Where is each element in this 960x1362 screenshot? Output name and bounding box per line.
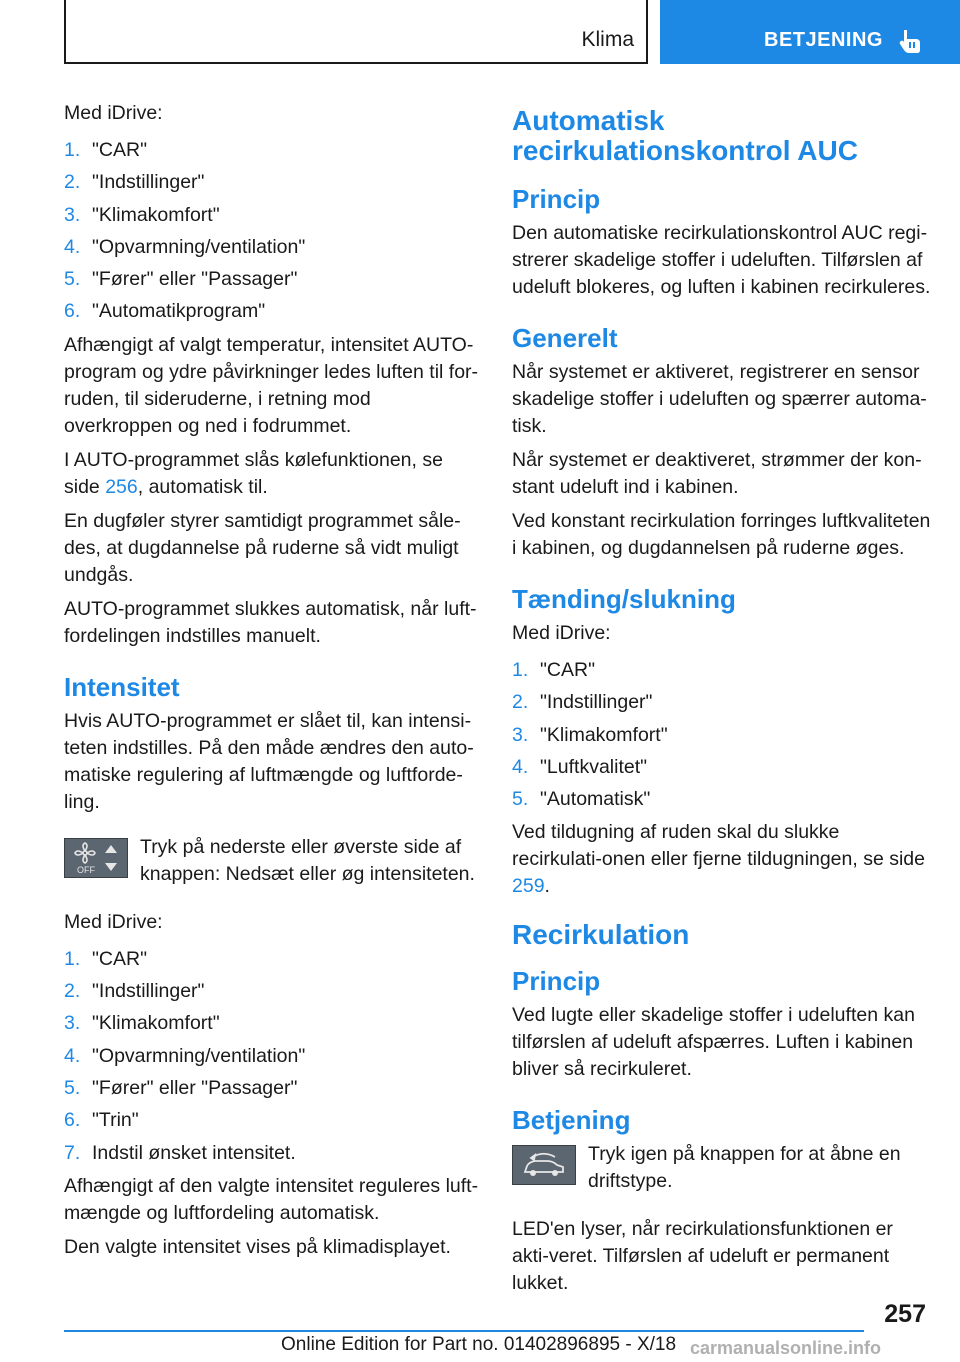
step-item <box>64 1137 480 1169</box>
step-item <box>64 1007 480 1039</box>
step-item <box>64 943 480 975</box>
step-number: 2. <box>64 980 81 1003</box>
step-text: "CAR" <box>92 947 148 970</box>
step-item <box>512 686 932 718</box>
step-text: "Klimakomfort" <box>92 1012 220 1035</box>
step-number: 6. <box>64 1109 81 1132</box>
step-text: "Luftkvalitet" <box>540 755 648 778</box>
step-item <box>64 1072 480 1104</box>
step-number: 4. <box>64 1044 81 1067</box>
button-figure <box>512 1141 932 1202</box>
step-number: 3. <box>64 203 81 226</box>
step-item <box>64 975 480 1007</box>
paragraph: Når systemet er deaktiveret, strømmer der kon-stant udeluft ind i kabinen. <box>512 449 922 498</box>
step-item <box>64 231 480 263</box>
paragraph: Ved lugte eller skadelige stoffer i udeluften kan tilførslen af udeluft afspærres. Luften i kabinen bliver så recirkuleret. <box>512 1004 915 1081</box>
step-number: 1. <box>64 139 81 161</box>
fan-intensity-button-icon <box>64 838 128 878</box>
paragraph: Hvis AUTO-programmet er slået til, kan intensi-teten indstilles. På den måde ændres den auto-matiske regulering af luftmængde og luftforde-ling. <box>64 709 474 813</box>
paragraph: Når systemet er aktiveret, registrerer en sensor skadelige stoffer i udeluften og spærrer automa-tisk. <box>512 361 927 437</box>
steps-list <box>64 943 480 1169</box>
step-item <box>64 295 480 327</box>
step-item <box>64 263 480 295</box>
step-item <box>64 1040 480 1072</box>
paragraph: Afhængigt af valgt temperatur, intensitet AUTO-program og ydre påvirkninger ledes luften til for-ruden, til sideruderne, i retning mod overkroppen og ned i fodrummet. <box>64 333 479 437</box>
page-number: 257 <box>884 1300 926 1328</box>
footer-divider <box>64 1330 864 1332</box>
step-text: Indstil ønsket intensitet. <box>92 1141 296 1164</box>
step-text: "Automatikprogram" <box>92 300 266 323</box>
steps-list <box>64 134 480 328</box>
step-number: 5. <box>64 268 81 291</box>
paragraph-text: , automatisk til. <box>137 475 268 498</box>
step-item <box>512 751 932 783</box>
step-number: 5. <box>512 788 529 811</box>
step-number: 2. <box>512 691 529 714</box>
step-text: "Opvarmning/ventilation" <box>92 1044 306 1067</box>
figure-caption: Tryk på nederste eller øverste side af knappen: Nedsæt eller øg intensiteten. <box>140 835 475 885</box>
paragraph: Afhængigt af den valgte intensitet reguleres luft-mængde og luftfordeling automatisk. <box>64 1174 479 1224</box>
paragraph <box>64 447 480 501</box>
paragraph: LED'en lyser, når recirkulationsfunktionen er akti-veret. Tilførslen af udeluft er permanent lukket. <box>512 1218 893 1295</box>
intro-text: Med iDrive: <box>64 102 163 124</box>
pointing-hand-icon <box>896 26 924 54</box>
step-text: "Fører" eller "Passager" <box>92 1076 298 1099</box>
step-number: 4. <box>64 235 81 258</box>
header-chapter-tab <box>660 0 960 64</box>
step-item <box>512 783 932 815</box>
heading-intensitet: Intensitet <box>64 671 180 702</box>
header-section-title: Klima <box>581 28 634 51</box>
recirculation-button-icon <box>512 1145 576 1185</box>
step-item <box>64 166 480 198</box>
left-column <box>64 100 480 1268</box>
step-number: 1. <box>512 659 529 681</box>
page-link-256[interactable]: 256 <box>105 475 138 498</box>
step-number: 6. <box>64 300 81 323</box>
heading-princip: Princip <box>512 966 601 997</box>
step-text: "Automatisk" <box>540 788 651 811</box>
step-text: "Klimakomfort" <box>92 203 220 226</box>
right-column <box>512 100 932 1304</box>
step-text: "Indstillinger" <box>540 691 653 714</box>
step-text: "CAR" <box>540 659 596 681</box>
title-auc: Automatisk recirkulationskontrol AUC <box>512 105 858 166</box>
step-text: "Opvarmning/ventilation" <box>92 235 306 258</box>
heading-generelt: Generelt <box>512 323 618 353</box>
step-item <box>64 199 480 231</box>
paragraph: Den valgte intensitet vises på klimadisplayet. <box>64 1235 451 1258</box>
paragraph-text: I AUTO-programmet slås kølefunktionen, se side <box>64 448 443 498</box>
paragraph: Den automatiske recirkulationskontrol AUC regi-strerer skadelige stoffer i udeluften. Tilførslen af udeluft blokeres, og luften i kabinen recirkuleres. <box>512 222 931 298</box>
heading-princip: Princip <box>512 184 601 214</box>
intro-text: Med iDrive: <box>512 622 611 644</box>
footer-edition: Online Edition for Part no. 01402896895 - X/18 <box>281 1334 677 1355</box>
step-text: "Indstillinger" <box>92 171 205 194</box>
paragraph: Ved konstant recirkulation forringes luftkvaliteten i kabinen, og dugdannelsen på ruderne øges. <box>512 510 931 559</box>
watermark: carmanualsonline.info <box>690 1338 882 1358</box>
step-number: 5. <box>64 1076 81 1099</box>
step-text: "Indstillinger" <box>92 980 205 1003</box>
paragraph-text: . <box>544 875 550 898</box>
paragraph-text: Ved tildugning af ruden skal du slukke recirkulati-onen eller fjerne tildugningen, se side <box>512 821 925 871</box>
paragraph: En dugføler styrer samtidigt programmet såle-des, at dugdannelse på ruderne så vidt muligt undgås. <box>64 509 461 586</box>
page-link-259[interactable]: 259 <box>512 875 545 898</box>
step-number: 7. <box>64 1141 81 1164</box>
step-number: 1. <box>64 947 81 970</box>
intro-text: Med iDrive: <box>64 910 163 933</box>
figure-caption: Tryk igen på knappen for at åbne en driftstype. <box>588 1143 901 1193</box>
heading-betjening: Betjening <box>512 1105 631 1136</box>
title-recirkulation: Recirkulation <box>512 919 690 951</box>
step-number: 3. <box>512 723 529 746</box>
step-item <box>64 1104 480 1136</box>
step-number: 3. <box>64 1012 81 1035</box>
header-chapter-title: BETJENING <box>764 29 883 51</box>
step-item <box>64 134 480 166</box>
step-item <box>512 654 932 686</box>
step-item <box>512 719 932 751</box>
heading-taending: Tænding/slukning <box>512 584 736 614</box>
step-number: 2. <box>64 171 81 194</box>
step-text: "CAR" <box>92 139 148 161</box>
steps-list <box>512 654 932 815</box>
step-text: "Trin" <box>92 1109 139 1132</box>
fan-off-label: OFF <box>77 864 95 875</box>
step-text: "Fører" eller "Passager" <box>92 268 298 291</box>
paragraph: AUTO-programmet slukkes automatisk, når luft-fordelingen indstilles manuelt. <box>64 597 477 647</box>
header-section-box <box>64 0 648 64</box>
paragraph <box>512 819 932 900</box>
step-number: 4. <box>512 755 529 778</box>
button-figure <box>64 834 480 895</box>
step-text: "Klimakomfort" <box>540 723 668 746</box>
